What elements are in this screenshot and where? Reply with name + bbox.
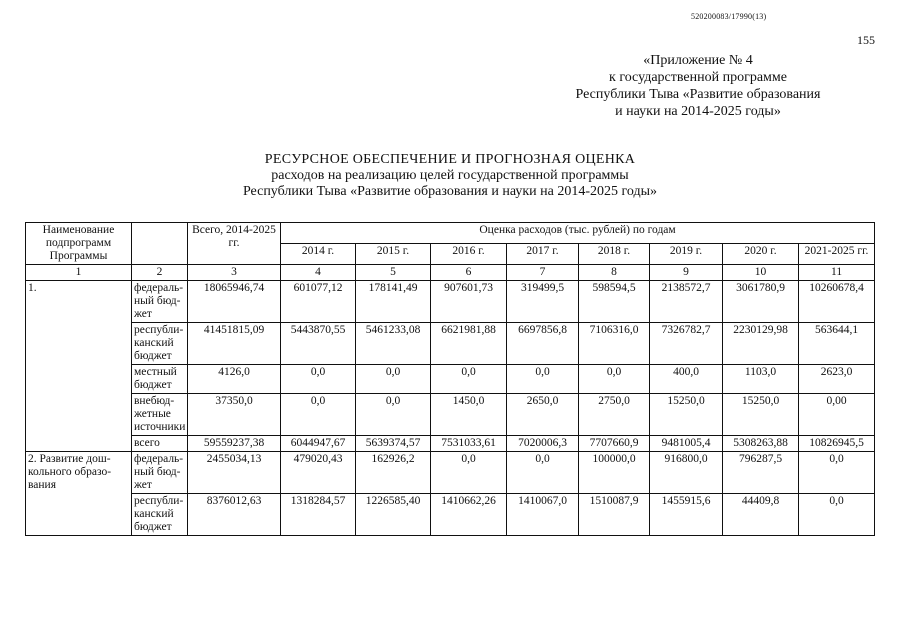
- year-value: 2650,0: [507, 394, 579, 436]
- resource-table: [25, 222, 875, 536]
- header-year: 2015 г.: [356, 244, 431, 265]
- year-value: 6621981,88: [431, 323, 507, 365]
- year-value: 7020006,3: [507, 436, 579, 452]
- year-value: 15250,0: [723, 394, 799, 436]
- year-value: 0,00: [799, 394, 875, 436]
- year-value: 1455915,6: [650, 494, 723, 536]
- funding-source: республи-канский бюджет: [132, 323, 188, 365]
- total-value: 4126,0: [188, 365, 281, 394]
- year-value: 7531033,61: [431, 436, 507, 452]
- header-source-col: [132, 223, 188, 265]
- year-value: 10260678,4: [799, 281, 875, 323]
- total-value: 37350,0: [188, 394, 281, 436]
- year-value: 178141,49: [356, 281, 431, 323]
- total-value: 2455034,13: [188, 452, 281, 494]
- column-number: 7: [507, 265, 579, 281]
- year-value: 162926,2: [356, 452, 431, 494]
- year-value: 5461233,08: [356, 323, 431, 365]
- title-line: Республики Тыва «Развитие образования и науки на 2014-2025 годы»: [242, 184, 658, 199]
- funding-source: республи-канский бюджет: [132, 494, 188, 536]
- year-value: 0,0: [431, 452, 507, 494]
- column-number: 4: [281, 265, 356, 281]
- total-value: 59559237,38: [188, 436, 281, 452]
- year-value: 5308263,88: [723, 436, 799, 452]
- year-value: 0,0: [507, 452, 579, 494]
- table-row: [26, 494, 875, 536]
- year-value: 6697856,8: [507, 323, 579, 365]
- year-value: 1410067,0: [507, 494, 579, 536]
- appendix-note: [560, 52, 836, 120]
- year-value: 916800,0: [650, 452, 723, 494]
- year-value: 100000,0: [579, 452, 650, 494]
- year-value: 7707660,9: [579, 436, 650, 452]
- document-title: [170, 152, 730, 200]
- year-value: 2230129,98: [723, 323, 799, 365]
- year-value: 5639374,57: [356, 436, 431, 452]
- funding-source: местный бюджет: [132, 365, 188, 394]
- header-name-col: Наименование подпрограмм Программы: [26, 223, 132, 265]
- appendix-line: Республики Тыва «Развитие образования: [575, 87, 821, 102]
- year-value: 400,0: [650, 365, 723, 394]
- year-value: 0,0: [356, 365, 431, 394]
- year-value: 1103,0: [723, 365, 799, 394]
- year-value: 10826945,5: [799, 436, 875, 452]
- year-value: 0,0: [799, 494, 875, 536]
- column-number: 8: [579, 265, 650, 281]
- year-value: 0,0: [431, 365, 507, 394]
- year-value: 2750,0: [579, 394, 650, 436]
- year-value: 7326782,7: [650, 323, 723, 365]
- column-number: 9: [650, 265, 723, 281]
- year-value: 601077,12: [281, 281, 356, 323]
- column-number: 11: [799, 265, 875, 281]
- document-id: 520200083/17990(13): [691, 12, 767, 21]
- subprogram-name: 1.: [26, 281, 132, 452]
- header-year: 2018 г.: [579, 244, 650, 265]
- year-value: 0,0: [579, 365, 650, 394]
- title-line: расходов на реализацию целей государственной программы: [271, 168, 629, 183]
- appendix-line: к государственной программе: [609, 70, 787, 85]
- funding-source: всего: [132, 436, 188, 452]
- table-row: [26, 323, 875, 365]
- header-estimate-group: Оценка расходов (тыс. рублей) по годам: [281, 223, 875, 244]
- column-number: 5: [356, 265, 431, 281]
- subprogram-name: 2. Развитие дош-кольного образо-вания: [26, 452, 132, 536]
- column-number: 10: [723, 265, 799, 281]
- column-number: 6: [431, 265, 507, 281]
- page-number: 155: [857, 33, 875, 47]
- year-value: 796287,5: [723, 452, 799, 494]
- total-value: 8376012,63: [188, 494, 281, 536]
- column-number: 3: [188, 265, 281, 281]
- year-value: 2138572,7: [650, 281, 723, 323]
- table-row: [26, 394, 875, 436]
- year-value: 563644,1: [799, 323, 875, 365]
- year-value: 0,0: [507, 365, 579, 394]
- total-value: 18065946,74: [188, 281, 281, 323]
- year-value: 598594,5: [579, 281, 650, 323]
- table-row: [26, 281, 875, 323]
- header-total-col: Всего, 2014-2025 гг.: [188, 223, 281, 265]
- header-year: 2014 г.: [281, 244, 356, 265]
- title-line: РЕСУРСНОЕ ОБЕСПЕЧЕНИЕ И ПРОГНОЗНАЯ ОЦЕНКА: [264, 152, 636, 167]
- funding-source: внебюд-жетные источники: [132, 394, 188, 436]
- year-value: 7106316,0: [579, 323, 650, 365]
- year-value: 9481005,4: [650, 436, 723, 452]
- year-value: 0,0: [281, 365, 356, 394]
- table-row: [26, 452, 875, 494]
- header-year: 2017 г.: [507, 244, 579, 265]
- funding-source: федераль-ный бюд-жет: [132, 452, 188, 494]
- year-value: 0,0: [799, 452, 875, 494]
- year-value: 5443870,55: [281, 323, 356, 365]
- header-year: 2016 г.: [431, 244, 507, 265]
- header-year: 2019 г.: [650, 244, 723, 265]
- year-value: 1318284,57: [281, 494, 356, 536]
- year-value: 0,0: [281, 394, 356, 436]
- total-value: 41451815,09: [188, 323, 281, 365]
- year-value: 1510087,9: [579, 494, 650, 536]
- appendix-line: «Приложение № 4: [643, 53, 753, 68]
- year-value: 907601,73: [431, 281, 507, 323]
- column-number: 2: [132, 265, 188, 281]
- year-value: 6044947,67: [281, 436, 356, 452]
- header-year: 2021-2025 гг.: [799, 244, 875, 265]
- year-value: 479020,43: [281, 452, 356, 494]
- appendix-line: и науки на 2014-2025 годы»: [615, 104, 781, 119]
- funding-source: федераль-ный бюд-жет: [132, 281, 188, 323]
- year-value: 15250,0: [650, 394, 723, 436]
- year-value: 319499,5: [507, 281, 579, 323]
- header-year: 2020 г.: [723, 244, 799, 265]
- year-value: 2623,0: [799, 365, 875, 394]
- table-row: [26, 365, 875, 394]
- year-value: 1226585,40: [356, 494, 431, 536]
- year-value: 3061780,9: [723, 281, 799, 323]
- year-value: 0,0: [356, 394, 431, 436]
- year-value: 1410662,26: [431, 494, 507, 536]
- column-number: 1: [26, 265, 132, 281]
- year-value: 1450,0: [431, 394, 507, 436]
- table-row: [26, 436, 875, 452]
- year-value: 44409,8: [723, 494, 799, 536]
